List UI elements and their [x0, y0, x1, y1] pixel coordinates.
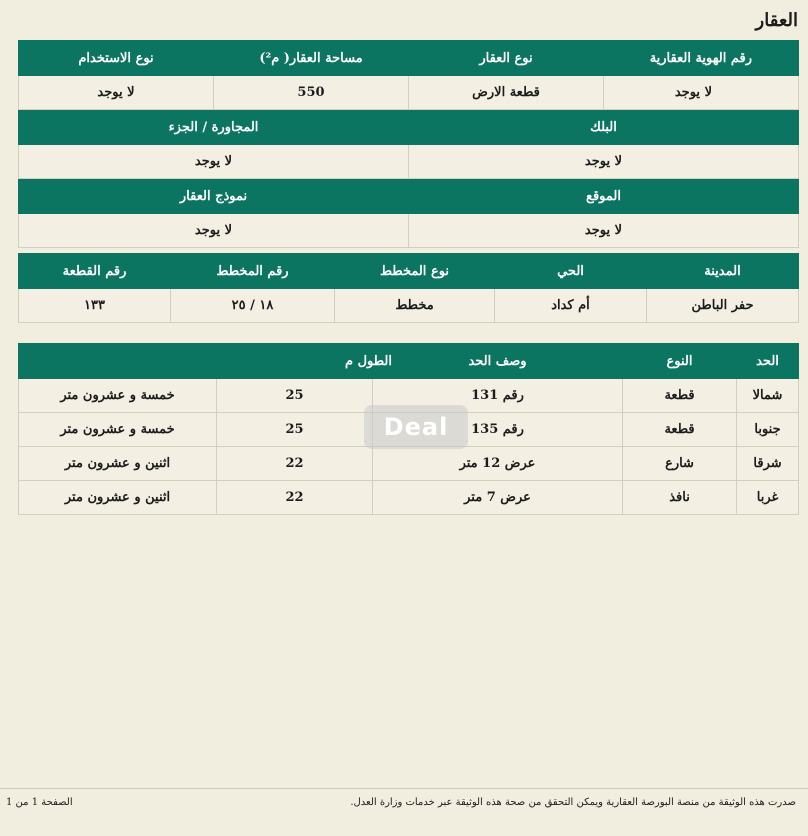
value-district: أم كداد	[495, 289, 647, 323]
watermark-text: Deal	[383, 413, 449, 441]
header-location: الموقع	[409, 179, 799, 214]
property-value-row-1	[19, 76, 799, 110]
property-header-row-1	[19, 41, 799, 76]
value-neighborhood-part: لا يوجد	[19, 145, 409, 179]
boundary-type: نافذ	[623, 481, 737, 515]
footer-note: صدرت هذه الوثيقة من منصة البورصة العقارية ويمكن التحقق من صحة هذه الوثيقة عبر خدمات وزارة العدل.	[350, 797, 796, 808]
value-block: لا يوجد	[409, 145, 799, 179]
boundary-length-words: اثنين و عشرون متر	[19, 481, 217, 515]
header-block: البلك	[409, 110, 799, 145]
header-boundary: الحد	[737, 344, 799, 379]
property-table	[18, 40, 799, 248]
header-property-area: مساحة العقار( م²)	[214, 41, 409, 76]
boundaries-header-row	[19, 344, 799, 379]
boundary-length: 22	[217, 447, 373, 481]
value-usage-type: لا يوجد	[19, 76, 214, 110]
footer-page-number: الصفحة 1 من 1	[6, 797, 73, 808]
value-location: لا يوجد	[409, 214, 799, 248]
boundary-side: شرقا	[737, 447, 799, 481]
value-plot-number: ١٣٣	[19, 289, 171, 323]
value-property-type: قطعة الارض	[409, 76, 604, 110]
boundary-length: 22	[217, 481, 373, 515]
value-plan-number: ١٨ / ٢٥	[171, 289, 335, 323]
property-value-row-3	[19, 214, 799, 248]
boundary-side: جنوبا	[737, 413, 799, 447]
header-neighborhood-part: المجاورة / الجزء	[19, 110, 409, 145]
value-plan-type: مخطط	[335, 289, 495, 323]
boundary-type: شارع	[623, 447, 737, 481]
location-value-row	[19, 289, 799, 323]
boundary-length-words: خمسة و عشرون متر	[19, 379, 217, 413]
boundary-side: غربا	[737, 481, 799, 515]
boundary-type: قطعة	[623, 379, 737, 413]
value-property-model: لا يوجد	[19, 214, 409, 248]
header-plan-number: رقم المخطط	[171, 254, 335, 289]
header-boundary-description: وصف الحد	[373, 344, 623, 379]
header-boundary-type: النوع	[623, 344, 737, 379]
boundary-description: عرض 12 متر	[373, 447, 623, 481]
header-city: المدينة	[647, 254, 799, 289]
boundary-length-words: اثنين و عشرون متر	[19, 447, 217, 481]
value-property-id: لا يوجد	[604, 76, 799, 110]
header-property-type: نوع العقار	[409, 41, 604, 76]
page-title: العقار	[755, 10, 798, 31]
footer-divider	[0, 788, 808, 789]
boundary-length-words: خمسة و عشرون متر	[19, 413, 217, 447]
boundary-description: رقم 131	[373, 379, 623, 413]
value-property-area: 550	[214, 76, 409, 110]
boundary-row-west	[19, 481, 799, 515]
header-length	[19, 344, 393, 379]
boundary-length: 25	[217, 379, 373, 413]
boundary-row-east	[19, 447, 799, 481]
value-city: حفر الباطن	[647, 289, 799, 323]
header-plot-number: رقم القطعة	[19, 254, 171, 289]
boundary-type: قطعة	[623, 413, 737, 447]
header-length-label: الطول م	[345, 353, 393, 369]
deal-watermark-logo	[364, 405, 468, 449]
boundary-description: عرض 7 متر	[373, 481, 623, 515]
boundary-length: 25	[217, 413, 373, 447]
header-district: الحي	[495, 254, 647, 289]
header-plan-type: نوع المخطط	[335, 254, 495, 289]
header-property-model: نموذج العقار	[19, 179, 409, 214]
property-header-row-3	[19, 179, 799, 214]
property-header-row-2	[19, 110, 799, 145]
location-header-row	[19, 254, 799, 289]
location-table	[18, 253, 799, 323]
property-value-row-2	[19, 145, 799, 179]
header-property-id: رقم الهوية العقارية	[604, 41, 799, 76]
header-usage-type: نوع الاستخدام	[19, 41, 214, 76]
boundary-description: رقم 135	[373, 413, 623, 447]
boundary-side: شمالا	[737, 379, 799, 413]
